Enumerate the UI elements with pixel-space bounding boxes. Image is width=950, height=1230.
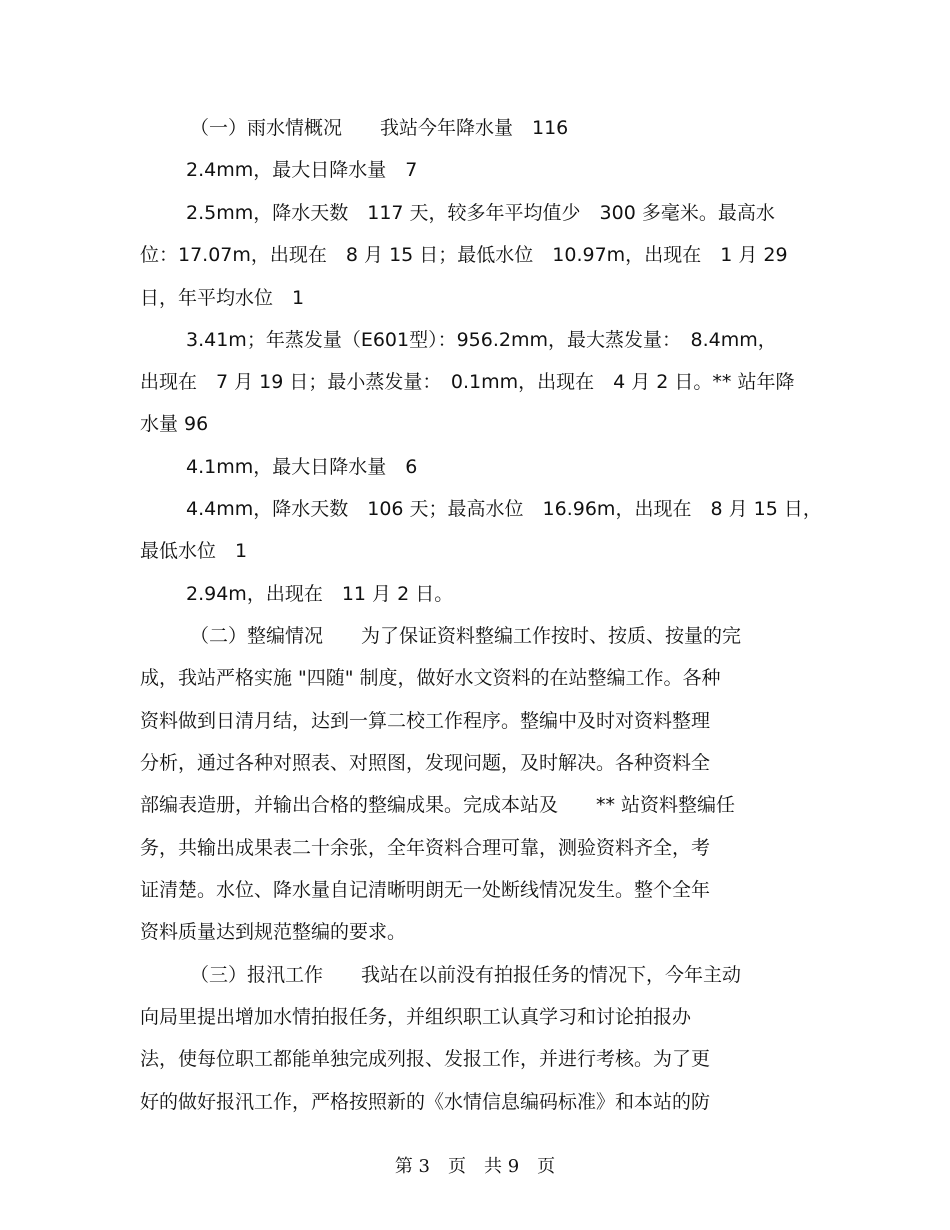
text-line: 位：17.07m，出现在 8 月 15 日；最低水位 10.97m，出现在 1 月 29 [140,244,788,266]
text-line: 证清楚。水位、降水量自记清晰明朗无一处断线情况发生。整个全年 [140,879,711,901]
text-line: 务，共输出成果表二十余张，全年资料合理可靠，测验资料齐全，考 [140,837,711,859]
text-line: 法，使每位职工都能单独完成列报、发报工作，并进行考核。为了更 [140,1048,711,1070]
text-line: 日，年平均水位 1 [140,287,305,309]
text-line: （二）整编情况 为了保证资料整编工作按时、按质、按量的完 [190,625,742,647]
text-line: 4.4mm，降水天数 106 天；最高水位 16.96m，出现在 8 月 15 日， [186,498,822,520]
text-line: 分析，通过各种对照表、对照图，发现问题，及时解决。各种资料全 [140,752,711,774]
text-line: 成，我站严格实施 "四随" 制度，做好水文资料的在站整编工作。各种 [140,667,721,689]
text-line: 资料做到日清月结，达到一算二校工作程序。整编中及时对资料整理 [140,710,711,732]
text-line: 部编表造册，并输出合格的整编成果。完成本站及 ** 站资料整编任 [140,794,736,816]
page-number-footer: 第 3 页 共 9 页 [394,1156,556,1177]
text-line: 向局里提出增加水情拍报任务，并组织职工认真学习和讨论拍报办 [140,1006,692,1028]
text-line: 2.94m，出现在 11 月 2 日。 [186,583,454,605]
text-line: 最低水位 1 [140,540,248,562]
text-line: 资料质量达到规范整编的要求。 [140,921,407,943]
text-line: 2.4mm，最大日降水量 7 [186,159,418,181]
text-line: （三）报汛工作 我站在以前没有拍报任务的情况下，今年主动 [190,964,742,986]
text-line: （一）雨水情概况 我站今年降水量 116 [190,117,569,139]
text-line: 2.5mm，降水天数 117 天，较多年平均值少 300 多毫米。最高水 [186,202,775,224]
text-line: 水量 96 [140,413,209,435]
text-line: 好的做好报汛工作，严格按照新的《水情信息编码标准》和本站的防 [140,1091,711,1113]
text-line: 出现在 7 月 19 日；最小蒸发量： 0.1mm，出现在 4 月 2 日。** 站年降 [140,371,795,393]
text-line: 4.1mm，最大日降水量 6 [186,456,418,478]
text-line: 3.41m；年蒸发量（E601型）：956.2mm，最大蒸发量： 8.4mm， [186,329,777,351]
